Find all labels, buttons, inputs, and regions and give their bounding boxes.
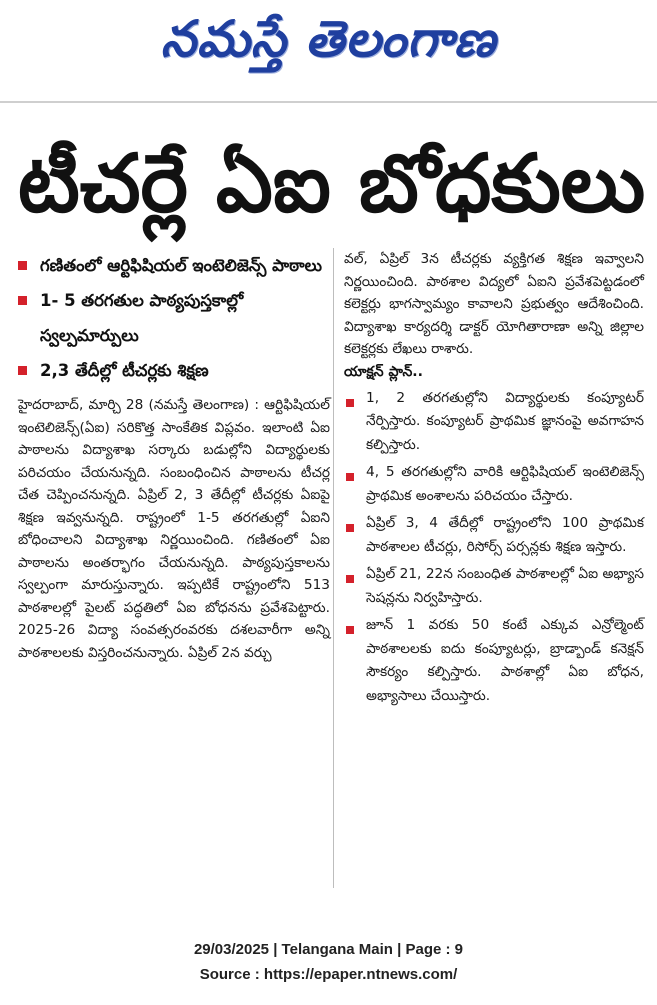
footer-date-line: 29/03/2025 | Telangana Main | Page : 9	[193, 941, 464, 958]
action-plan-item	[344, 614, 644, 708]
highlight-item	[18, 283, 330, 353]
bullet-square-icon	[346, 575, 354, 583]
highlights	[18, 248, 330, 388]
highlight-item	[18, 248, 330, 283]
page-footer	[0, 937, 657, 987]
action-plan-item	[344, 387, 644, 458]
action-plan-item	[344, 512, 644, 559]
action-plan-list	[344, 387, 644, 709]
footer-source-link[interactable]: Source : https://epaper.ntnews.com/	[199, 966, 458, 983]
action-plan-text: జూన్ 1 వరకు 50 కంటే ఎక్కువ ఎన్రోల్మెంట్ పాఠశాలలకు ఐదు కంప్యూటర్లు, బ్రాడ్బాండ్ కనెక్షన్ సౌకర్యం కల్పిస్తారు. పాఠశాల్లో ఏఐ బోధన, అభ్యాసాలు చేయిస్తారు.	[366, 617, 644, 704]
action-plan-heading: యాక్షన్ ప్లాన్..	[344, 363, 423, 380]
bullet-square-icon	[18, 366, 27, 375]
left-column	[18, 248, 330, 664]
masthead	[0, 0, 657, 82]
bullet-square-icon	[346, 473, 354, 481]
action-plan-item	[344, 563, 644, 610]
action-plan-text: ఏప్రిల్ 21, 22న సంబంధిత పాఠశాలల్లో ఏఐ అభ్యాస సెషన్లను నిర్వహిస్తారు.	[366, 566, 644, 606]
bullet-square-icon	[346, 524, 354, 532]
article-headline: టీచర్లే ఏఐ బోధకులు	[18, 137, 646, 230]
action-plan-text: 4, 5 తరగతుల్లోని వారికి ఆర్టిఫిషియల్ ఇంటెలిజెన్స్ ప్రాథమిక అంశాలను పరిచయం చేస్తారు.	[366, 464, 644, 504]
article-body-right: వల్, ఏప్రిల్ 3న టీచర్లకు వ్యక్తిగత శిక్షణ ఇవ్వాలని నిర్ణయించింది. పాఠశాల విద్యలో ఏఐని ప్రవేశపెట్టడంలో కలెక్టర్లు భాగస్వామ్యం కావాలని ప్రభుత్వం ఆదేశించింది. విద్యాశాఖ కార్యదర్శి డాక్టర్ యోగితారాణా అన్ని జిల్లాల కలెక్టర్లకు లేఖలు రాశారు.	[344, 251, 644, 357]
bullet-square-icon	[18, 261, 27, 270]
highlight-text: గణితంలో ఆర్టిఫిషియల్ ఇంటెలిజెన్స్ పాఠాలు	[40, 256, 323, 275]
highlight-item	[18, 353, 330, 388]
newspaper-logo: నమస్తే తెలంగాణ	[160, 10, 497, 68]
bullet-square-icon	[346, 399, 354, 407]
action-plan-item	[344, 461, 644, 508]
column-divider	[333, 248, 334, 888]
highlight-text: 1- 5 తరగతుల పాఠ్యపుస్తకాల్లో స్వల్పమార్పులు	[40, 291, 244, 345]
highlight-text: 2,3 తేదీల్లో టీచర్లకు శిక్షణ	[40, 361, 209, 380]
right-column	[344, 248, 644, 708]
action-plan-text: 1, 2 తరగతుల్లోని విద్యార్థులకు కంప్యూటర్ నేర్పిస్తారు. కంప్యూటర్ ప్రాథమిక జ్ఞానంపై అవగాహన కల్పిస్తారు.	[366, 389, 644, 453]
article-body-left: హైదరాబాద్, మార్చి 28 (నమస్తే తెలంగాణ) : ఆర్టిఫిషియల్ ఇంటెలిజెన్స్(ఏఐ) సరికొత్త సాంకేతిక విప్లవం. ఇలాంటి ఏఐ పాఠాలను విద్యాశాఖ సర్కారు బడుల్లోని విద్యార్థులకు పరిచయం చేయనున్నది. సంబంధించిన పాఠాలను టీచర్ల చేత చెప్పించనున్నది. ఏప్రిల్ 2, 3 తేదీల్లో టీచర్లకు ఏఐపై శిక్షణ ఇవ్వనున్నది. రాష్ట్రంలో 1-5 తరగతుల్లో ఏఐని బోధించాలని విద్యాశాఖ నిర్ణయించింది. గణితంలో ఏఐ పాఠాలను అంతర్భాగం చేయనున్నది. పాఠ్యపుస్తకాలను స్వల్పంగా మారుస్తున్నారు. ఇప్పటికే రాష్ట్రంలోని 513 పాఠశాలల్లో పైలట్ పద్ధతిలో ఏఐ బోధనను ప్రవేశపెట్టారు. 2025-26 విద్యా సంవత్సరంవరకు దశలవారీగా అన్ని పాఠశాలలకు విస్తరించనున్నారు. ఏప్రిల్ 2న వర్చు	[18, 397, 330, 661]
bullet-square-icon	[18, 296, 27, 305]
action-plan-text: ఏప్రిల్ 3, 4 తేదీల్లో రాష్ట్రంలోని 100 ప్రాథమిక పాఠశాలల టీచర్లు, రిసోర్స్ పర్సన్లకు శిక్షణ ఇస్తారు.	[366, 515, 644, 555]
masthead-divider	[0, 101, 657, 103]
bullet-square-icon	[346, 626, 354, 634]
